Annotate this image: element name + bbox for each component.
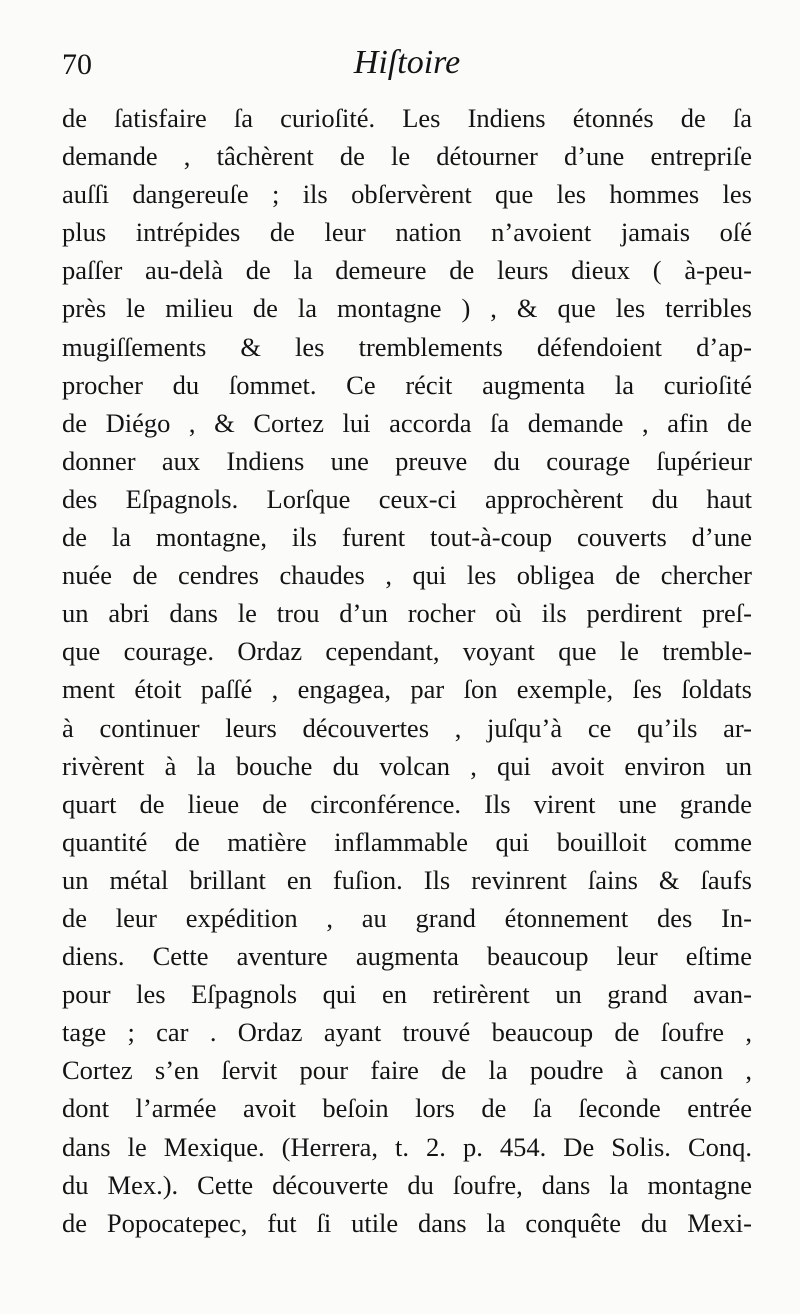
text-line: du Mex.). Cette découverte du ſoufre, dans la montagne xyxy=(62,1169,752,1200)
text-line: que courage. Ordaz cependant, voyant que le tremble- xyxy=(62,636,752,667)
text-line: de Diégo , & Cortez lui accorda ſa demande , afin de xyxy=(62,407,752,438)
text-line: diens. Cette aventure augmenta beaucoup leur eſtime xyxy=(62,941,752,972)
text-line: dans le Mexique. (Herrera, t. 2. p. 454. De Solis. Conq. xyxy=(62,1131,752,1162)
text-line: auſſi dangereuſe ; ils obſervèrent que les hommes les xyxy=(62,179,752,210)
text-line: des Eſpagnols. Lorſque ceux-ci approchèrent du haut xyxy=(62,483,752,514)
page-number: 70 xyxy=(62,48,92,81)
running-title: Hiſtoire xyxy=(353,44,461,81)
text-line: de ſatisfaire ſa curioſité. Les Indiens étonnés de ſa xyxy=(62,103,752,133)
text-line: quantité de matière inflammable qui bouilloit comme xyxy=(62,826,752,857)
text-line: plus intrépides de leur nation n’avoient jamais oſé xyxy=(62,217,752,248)
text-line: mugiſſements & les tremblements défendoient d’ap- xyxy=(62,331,752,362)
text-line: procher du ſommet. Ce récit augmenta la curioſité xyxy=(62,369,752,400)
text-line: paſſer au-delà de la demeure de leurs dieux ( à-peu- xyxy=(62,255,752,286)
text-line: rivèrent à la bouche du volcan , qui avoit environ un xyxy=(62,750,752,781)
text-line: un abri dans le trou d’un rocher où ils perdirent preſ- xyxy=(62,598,752,629)
text-line: à continuer leurs découvertes , juſqu’à ce qu’ils ar- xyxy=(62,712,752,743)
text-line: de Popocatepec, fut ſi utile dans la conquête du Mexi- xyxy=(62,1207,752,1238)
body-text xyxy=(62,99,752,1242)
text-line: pour les Eſpagnols qui en retirèrent un grand avan- xyxy=(62,979,752,1010)
text-line: ment étoit paſſé , engagea, par ſon exemple, ſes ſoldats xyxy=(62,674,752,705)
text-line: Cortez s’en ſervit pour faire de la poudre à canon , xyxy=(62,1055,752,1086)
text-line: un métal brillant en fuſion. Ils revinrent ſains & ſaufs xyxy=(62,864,752,895)
text-line: dont l’armée avoit beſoin lors de ſa ſeconde entrée xyxy=(62,1093,752,1124)
text-line: de la montagne, ils furent tout-à-coup couverts d’une xyxy=(62,522,752,553)
text-line: tage ; car . Ordaz ayant trouvé beaucoup de ſoufre , xyxy=(62,1017,752,1048)
text-line: quart de lieue de circonférence. Ils virent une grande xyxy=(62,788,752,819)
text-line: donner aux Indiens une preuve du courage ſupérieur xyxy=(62,445,752,476)
text-line: près le milieu de la montagne ) , & que les terribles xyxy=(62,293,752,324)
text-line: de leur expédition , au grand étonnement des In- xyxy=(62,902,752,933)
text-line: demande , tâchèrent de le détourner d’une entrepriſe xyxy=(62,141,752,172)
text-line: nuée de cendres chaudes , qui les obligea de chercher xyxy=(62,560,752,591)
page-header xyxy=(62,44,752,94)
